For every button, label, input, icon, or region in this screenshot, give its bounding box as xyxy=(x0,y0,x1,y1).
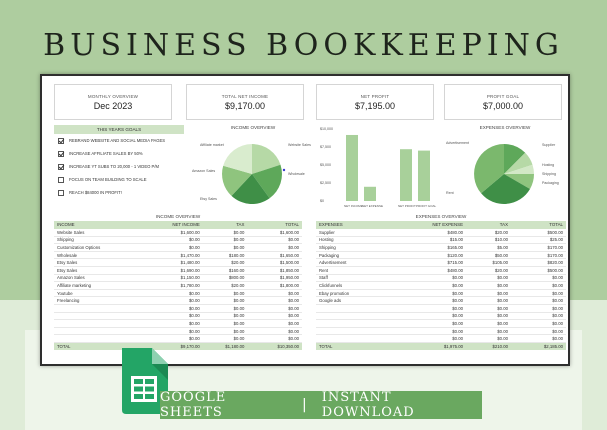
pie-label: Supplier xyxy=(542,143,556,147)
pie-label: Advertisement xyxy=(446,141,469,145)
bar-label: NET INCOME xyxy=(344,204,363,208)
axis-tick-label: $0 xyxy=(320,199,324,203)
table-cell[interactable]: Freelancing xyxy=(54,297,148,305)
pie-label: Hosting xyxy=(542,163,555,167)
table-cell[interactable]: $500.00 xyxy=(511,229,566,237)
table-cell[interactable] xyxy=(316,335,411,343)
table-cell[interactable]: $1,800.00 xyxy=(247,282,302,290)
table-cell[interactable]: $0.00 xyxy=(148,244,203,252)
table-cell[interactable]: $0.00 xyxy=(466,327,511,335)
column-header: INCOME xyxy=(54,221,148,229)
table-row xyxy=(316,297,566,305)
table-cell[interactable]: $0.00 xyxy=(148,327,203,335)
pie-label: Rent xyxy=(446,191,454,195)
column-header: NET INCOME xyxy=(148,221,203,229)
table-cell[interactable]: $180.00 xyxy=(203,251,248,259)
table-cell[interactable]: $0.00 xyxy=(411,312,466,320)
table-cell[interactable]: $820.00 xyxy=(511,259,566,267)
footer-right-text: INSTANT DOWNLOAD xyxy=(321,390,415,420)
table-cell[interactable]: Youtube xyxy=(54,289,148,297)
bar-label: NET PROFIT xyxy=(398,204,416,208)
income-chart-title: INCOME OVERVIEW xyxy=(230,125,276,130)
table-row xyxy=(316,229,566,237)
goal-text: REACH $84000 IN PROFIT! xyxy=(69,190,122,195)
table-row xyxy=(54,335,302,343)
net-bar-chart xyxy=(318,125,442,217)
table-cell[interactable]: $1,500.00 xyxy=(247,259,302,267)
table-cell[interactable]: $170.00 xyxy=(511,251,566,259)
table-cell[interactable]: $0.00 xyxy=(466,312,511,320)
axis-tick-label: $7,500 xyxy=(320,145,331,149)
table-cell[interactable]: $0.00 xyxy=(411,320,466,328)
total-cell: TOTAL xyxy=(316,343,411,351)
table-total-row xyxy=(54,343,302,351)
pie-label: Shipping xyxy=(542,172,556,176)
goal-text: REBRAND WEBSITE AND SOCIAL MEDIA PAGES xyxy=(69,138,166,143)
table-row xyxy=(54,312,302,320)
table-cell[interactable]: $25.00 xyxy=(511,236,566,244)
checkbox[interactable] xyxy=(58,190,64,196)
table-cell[interactable]: $0.00 xyxy=(148,335,203,343)
table-cell[interactable]: $0.00 xyxy=(203,289,248,297)
table-cell[interactable]: $0.00 xyxy=(247,297,302,305)
goal-text: FOCUS ON TEAM BUILDING TO SCALE xyxy=(69,177,147,182)
table-row xyxy=(54,229,302,237)
table-cell[interactable]: Wholesale xyxy=(54,251,148,259)
page-title: BUSINESS BOOKKEEPING xyxy=(43,28,564,63)
column-header: TOTAL xyxy=(511,221,566,229)
table-row xyxy=(316,289,566,297)
expense-table xyxy=(316,221,566,350)
table-cell[interactable]: $0.00 xyxy=(203,305,248,313)
table-cell[interactable]: $10.00 xyxy=(466,236,511,244)
table-row xyxy=(54,305,302,313)
kpi-value: $7,000.00 xyxy=(482,101,524,111)
bar-profit-goal xyxy=(418,151,430,201)
table-cell[interactable]: Shipping xyxy=(54,236,148,244)
table-cell[interactable]: $0.00 xyxy=(411,274,466,282)
income-table-section xyxy=(54,213,302,350)
expense-table-title: EXPENSES OVERVIEW xyxy=(415,214,467,219)
table-cell[interactable]: $0.00 xyxy=(411,297,466,305)
table-cell[interactable]: Clickfunnels xyxy=(316,282,411,290)
table-cell[interactable]: $170.00 xyxy=(511,244,566,252)
expense-pie-chart xyxy=(444,130,566,212)
kpi-monthly-overview xyxy=(54,84,172,120)
table-row xyxy=(316,305,566,313)
column-header: TOTAL xyxy=(247,221,302,229)
table-cell[interactable]: $5.00 xyxy=(466,244,511,252)
checkbox[interactable] xyxy=(58,138,64,144)
table-cell[interactable]: Packaging xyxy=(316,251,411,259)
table-cell[interactable]: Ebay promotion xyxy=(316,289,411,297)
table-cell[interactable]: $105.00 xyxy=(466,259,511,267)
table-cell[interactable] xyxy=(54,335,148,343)
checkbox[interactable] xyxy=(58,151,64,157)
table-row xyxy=(54,320,302,328)
table-cell[interactable]: Shipping xyxy=(316,244,411,252)
table-total-row xyxy=(316,343,566,351)
spreadsheet-preview xyxy=(40,74,570,366)
income-pie-chart xyxy=(190,130,316,212)
table-cell[interactable]: Website Sales xyxy=(54,229,148,237)
bar-label: NET EXPENSE xyxy=(362,204,383,208)
table-cell[interactable]: $0.00 xyxy=(148,312,203,320)
table-cell[interactable]: $0.00 xyxy=(466,305,511,313)
table-cell[interactable]: $0.00 xyxy=(466,282,511,290)
table-cell[interactable]: $715.00 xyxy=(411,259,466,267)
table-cell[interactable]: Affiliate marketing xyxy=(54,282,148,290)
table-cell[interactable]: $1,600.00 xyxy=(247,229,302,237)
pie-label: Wholesale xyxy=(288,172,305,176)
table-row xyxy=(54,244,302,252)
table-cell[interactable]: Amazon Sales xyxy=(54,274,148,282)
column-header: EXPENSES xyxy=(316,221,411,229)
pie-label: Affiliate market xyxy=(200,143,224,147)
footer-banner xyxy=(160,391,482,419)
total-cell: $10,350.00 xyxy=(247,343,302,351)
table-cell[interactable] xyxy=(316,312,411,320)
table-cell[interactable]: $0.00 xyxy=(247,244,302,252)
bar-net-expense xyxy=(364,187,376,201)
goal-item[interactable] xyxy=(54,134,184,147)
table-row xyxy=(316,259,566,267)
total-cell: TOTAL xyxy=(54,343,148,351)
checkbox[interactable] xyxy=(58,164,64,170)
pie-label: Amazon Sales xyxy=(192,169,216,173)
table-cell[interactable]: $0.00 xyxy=(247,236,302,244)
income-table xyxy=(54,221,302,350)
table-cell[interactable] xyxy=(316,305,411,313)
table-cell[interactable]: $0.00 xyxy=(148,289,203,297)
table-cell[interactable]: $0.00 xyxy=(511,282,566,290)
table-cell[interactable]: $0.00 xyxy=(203,335,248,343)
table-cell[interactable]: $1,950.00 xyxy=(247,274,302,282)
table-cell[interactable]: $0.00 xyxy=(511,274,566,282)
table-row xyxy=(316,274,566,282)
table-cell[interactable]: $0.00 xyxy=(203,327,248,335)
table-cell[interactable]: $1,600.00 xyxy=(148,229,203,237)
column-header: TAX xyxy=(203,221,248,229)
table-row xyxy=(316,282,566,290)
table-cell[interactable]: Staff xyxy=(316,274,411,282)
pie-label: Website Sales xyxy=(288,143,311,147)
column-header: TAX xyxy=(466,221,511,229)
table-cell[interactable]: $0.00 xyxy=(411,282,466,290)
table-row xyxy=(54,267,302,275)
table-cell[interactable]: $0.00 xyxy=(466,274,511,282)
table-cell[interactable]: $800.00 xyxy=(203,274,248,282)
kpi-label: NET PROFIT xyxy=(360,94,390,99)
table-cell[interactable]: $0.00 xyxy=(203,297,248,305)
kpi-total-net-income xyxy=(186,84,304,120)
goal-text: INCREASE AFFILIATE SALES BY 50% xyxy=(69,151,143,156)
goals-panel xyxy=(54,125,184,199)
table-cell[interactable]: $480.00 xyxy=(411,267,466,275)
total-cell: $2,185.00 xyxy=(511,343,566,351)
table-cell[interactable]: Rent xyxy=(316,267,411,275)
kpi-value: $7,195.00 xyxy=(354,101,396,111)
kpi-value: Dec 2023 xyxy=(93,101,133,111)
goals-title: THIS YEARS GOALS xyxy=(54,125,184,134)
table-header-row xyxy=(316,221,566,229)
column-header: NET EXPENSE xyxy=(411,221,466,229)
table-cell[interactable] xyxy=(316,327,411,335)
table-cell[interactable]: $0.00 xyxy=(203,236,248,244)
table-cell[interactable]: Etsy Sales xyxy=(54,267,148,275)
axis-tick-label: $2,500 xyxy=(320,181,331,185)
table-cell[interactable]: $1,150.00 xyxy=(148,274,203,282)
table-cell[interactable]: $120.00 xyxy=(411,251,466,259)
goal-item[interactable] xyxy=(54,173,184,186)
table-cell[interactable]: $0.00 xyxy=(511,320,566,328)
axis-tick-label: $5,000 xyxy=(320,163,331,167)
table-row xyxy=(54,289,302,297)
table-cell[interactable]: $0.00 xyxy=(511,327,566,335)
table-cell[interactable]: $0.00 xyxy=(148,236,203,244)
table-cell[interactable]: $160.00 xyxy=(203,267,248,275)
table-row xyxy=(54,327,302,335)
table-cell[interactable]: $0.00 xyxy=(511,289,566,297)
table-cell[interactable]: $0.00 xyxy=(411,327,466,335)
table-cell[interactable]: $0.00 xyxy=(203,229,248,237)
axis-tick-label: $10,000 xyxy=(320,127,333,131)
table-cell[interactable]: $0.00 xyxy=(511,297,566,305)
total-cell: $1,975.00 xyxy=(411,343,466,351)
table-row xyxy=(54,236,302,244)
table-cell[interactable]: Hosting xyxy=(316,236,411,244)
table-row xyxy=(316,251,566,259)
kpi-label: MONTHLY OVERVIEW xyxy=(87,94,139,99)
table-cell[interactable]: $20.00 xyxy=(203,282,248,290)
table-cell[interactable]: $0.00 xyxy=(203,312,248,320)
table-cell[interactable]: $0.00 xyxy=(148,305,203,313)
goal-item[interactable] xyxy=(54,186,184,199)
expense-table-section xyxy=(316,213,566,350)
checkbox[interactable] xyxy=(58,177,64,183)
table-cell[interactable]: $0.00 xyxy=(511,312,566,320)
bar-label: PROFIT GOAL xyxy=(416,204,437,208)
table-header-row xyxy=(54,221,302,229)
pie-label: Packaging xyxy=(542,181,559,185)
table-cell[interactable] xyxy=(54,305,148,313)
table-cell[interactable]: $15.00 xyxy=(411,236,466,244)
table-cell[interactable]: $0.00 xyxy=(466,297,511,305)
table-cell[interactable]: $0.00 xyxy=(247,289,302,297)
table-cell[interactable]: $480.00 xyxy=(411,229,466,237)
table-row xyxy=(316,335,566,343)
table-row xyxy=(316,312,566,320)
kpi-label: TOTAL NET INCOME xyxy=(221,94,269,99)
goal-item[interactable] xyxy=(54,147,184,160)
total-cell: $210.00 xyxy=(466,343,511,351)
table-cell[interactable] xyxy=(54,327,148,335)
table-cell[interactable]: $0.00 xyxy=(411,335,466,343)
table-cell[interactable]: $0.00 xyxy=(411,289,466,297)
table-cell[interactable]: $0.00 xyxy=(203,320,248,328)
table-cell[interactable]: Etsy Sales xyxy=(54,259,148,267)
bar-net-income xyxy=(346,135,358,201)
table-cell[interactable]: $0.00 xyxy=(203,244,248,252)
table-row xyxy=(54,259,302,267)
kpi-net-profit xyxy=(316,84,434,120)
table-cell[interactable]: $0.00 xyxy=(466,335,511,343)
table-cell[interactable]: $0.00 xyxy=(511,305,566,313)
table-cell[interactable] xyxy=(316,320,411,328)
bar-net-profit xyxy=(400,149,412,201)
table-cell[interactable]: Customization Options xyxy=(54,244,148,252)
footer-separator: | xyxy=(302,397,308,413)
table-row xyxy=(316,244,566,252)
income-table-title: INCOME OVERVIEW xyxy=(155,214,201,219)
table-cell[interactable]: $0.00 xyxy=(247,327,302,335)
table-cell[interactable]: $1,850.00 xyxy=(247,267,302,275)
table-row xyxy=(316,320,566,328)
table-cell[interactable]: $0.00 xyxy=(148,320,203,328)
table-cell[interactable]: $165.00 xyxy=(411,244,466,252)
table-cell[interactable]: Advertisement xyxy=(316,259,411,267)
goal-text: INCREASE YT SUBS TO 20,000 - 1 VIDEO P/M xyxy=(69,164,159,169)
table-cell[interactable]: $20.00 xyxy=(466,267,511,275)
table-cell[interactable]: $0.00 xyxy=(466,320,511,328)
table-cell[interactable]: $50.00 xyxy=(466,251,511,259)
table-cell[interactable]: $1,690.00 xyxy=(148,267,203,275)
table-row xyxy=(316,236,566,244)
pie-label: Etsy Sales xyxy=(200,197,217,201)
table-cell[interactable]: $0.00 xyxy=(247,335,302,343)
table-cell[interactable]: $0.00 xyxy=(148,297,203,305)
footer-left-text: GOOGLE SHEETS xyxy=(160,390,227,420)
goal-item[interactable] xyxy=(54,160,184,173)
table-row xyxy=(316,327,566,335)
table-row xyxy=(54,251,302,259)
chart-marker xyxy=(283,169,285,171)
table-cell[interactable]: $0.00 xyxy=(511,335,566,343)
table-row xyxy=(316,267,566,275)
expense-chart-title: EXPENSES OVERVIEW xyxy=(479,125,531,130)
table-cell[interactable]: $1,480.00 xyxy=(148,259,203,267)
table-cell[interactable]: $0.00 xyxy=(247,320,302,328)
table-cell[interactable]: $1,470.00 xyxy=(148,251,203,259)
table-cell[interactable]: $20.00 xyxy=(203,259,248,267)
table-cell[interactable]: $0.00 xyxy=(247,312,302,320)
kpi-value: $9,170.00 xyxy=(224,101,266,111)
table-cell[interactable]: $1,650.00 xyxy=(247,251,302,259)
table-cell[interactable]: $1,780.00 xyxy=(148,282,203,290)
kpi-profit-goal xyxy=(444,84,562,120)
table-row xyxy=(54,297,302,305)
table-cell[interactable]: $20.00 xyxy=(466,229,511,237)
table-cell[interactable]: Google ads xyxy=(316,297,411,305)
table-cell[interactable]: $0.00 xyxy=(466,289,511,297)
table-cell[interactable]: $0.00 xyxy=(411,305,466,313)
table-row xyxy=(54,282,302,290)
table-cell[interactable]: $500.00 xyxy=(511,267,566,275)
table-cell[interactable] xyxy=(54,320,148,328)
kpi-label: PROFIT GOAL xyxy=(486,94,520,99)
total-cell: $9,170.00 xyxy=(148,343,203,351)
total-cell: $1,180.00 xyxy=(203,343,248,351)
table-cell[interactable]: $0.00 xyxy=(247,305,302,313)
table-cell[interactable]: Supplier xyxy=(316,229,411,237)
table-row xyxy=(54,274,302,282)
table-cell[interactable] xyxy=(54,312,148,320)
